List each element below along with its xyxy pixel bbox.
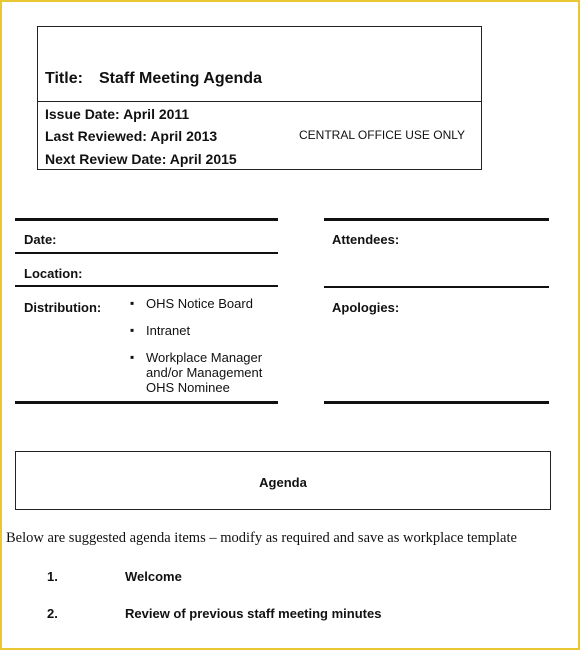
location-label: Location:: [24, 266, 83, 281]
rule-left-bottom: [15, 401, 278, 404]
list-item: [130, 323, 271, 338]
bullet-icon: ▪: [130, 296, 135, 310]
header-title-row: [38, 27, 481, 102]
apologies-label: Apologies:: [332, 300, 400, 315]
list-item-label: Intranet: [146, 323, 191, 338]
central-office-use-only: CENTRAL OFFICE USE ONLY: [299, 128, 466, 142]
agenda-item-number: 2.: [47, 606, 58, 621]
agenda-box: [15, 451, 551, 510]
document-title: Staff Meeting Agenda: [99, 70, 262, 87]
rule-left-date: [15, 252, 278, 254]
distribution-label: Distribution:: [24, 300, 102, 315]
distribution-list: [130, 296, 271, 407]
bullet-icon: ▪: [130, 323, 135, 337]
last-reviewed: Last Reviewed: April 2013: [45, 128, 218, 144]
rule-left-location: [15, 285, 278, 287]
attendees-label: Attendees:: [332, 232, 400, 247]
agenda-item-review-minutes: Review of previous staff meeting minutes: [125, 606, 382, 621]
list-item-label: OHS Notice Board: [146, 296, 253, 311]
next-review-date: Next Review Date: April 2015: [45, 151, 237, 167]
agenda-heading: Agenda: [259, 475, 307, 490]
bullet-icon: ▪: [130, 350, 135, 364]
list-item-label: Workplace Manager and/or Management OHS Nominee: [146, 350, 263, 395]
list-item: [130, 296, 271, 311]
rule-right-bottom: [324, 401, 549, 404]
rule-left-top: [15, 218, 278, 221]
document-header-box: [37, 26, 482, 170]
title-label: Title:: [45, 70, 83, 87]
issue-date: Issue Date: April 2011: [45, 106, 190, 122]
agenda-item-welcome: Welcome: [125, 569, 182, 584]
agenda-item-number: 1.: [47, 569, 58, 584]
rule-right-attendees: [324, 286, 549, 288]
list-item: [130, 350, 271, 395]
agenda-intro: Below are suggested agenda items – modify as required and save as workplace template: [6, 530, 517, 546]
date-label: Date:: [24, 232, 57, 247]
rule-right-top: [324, 218, 549, 221]
